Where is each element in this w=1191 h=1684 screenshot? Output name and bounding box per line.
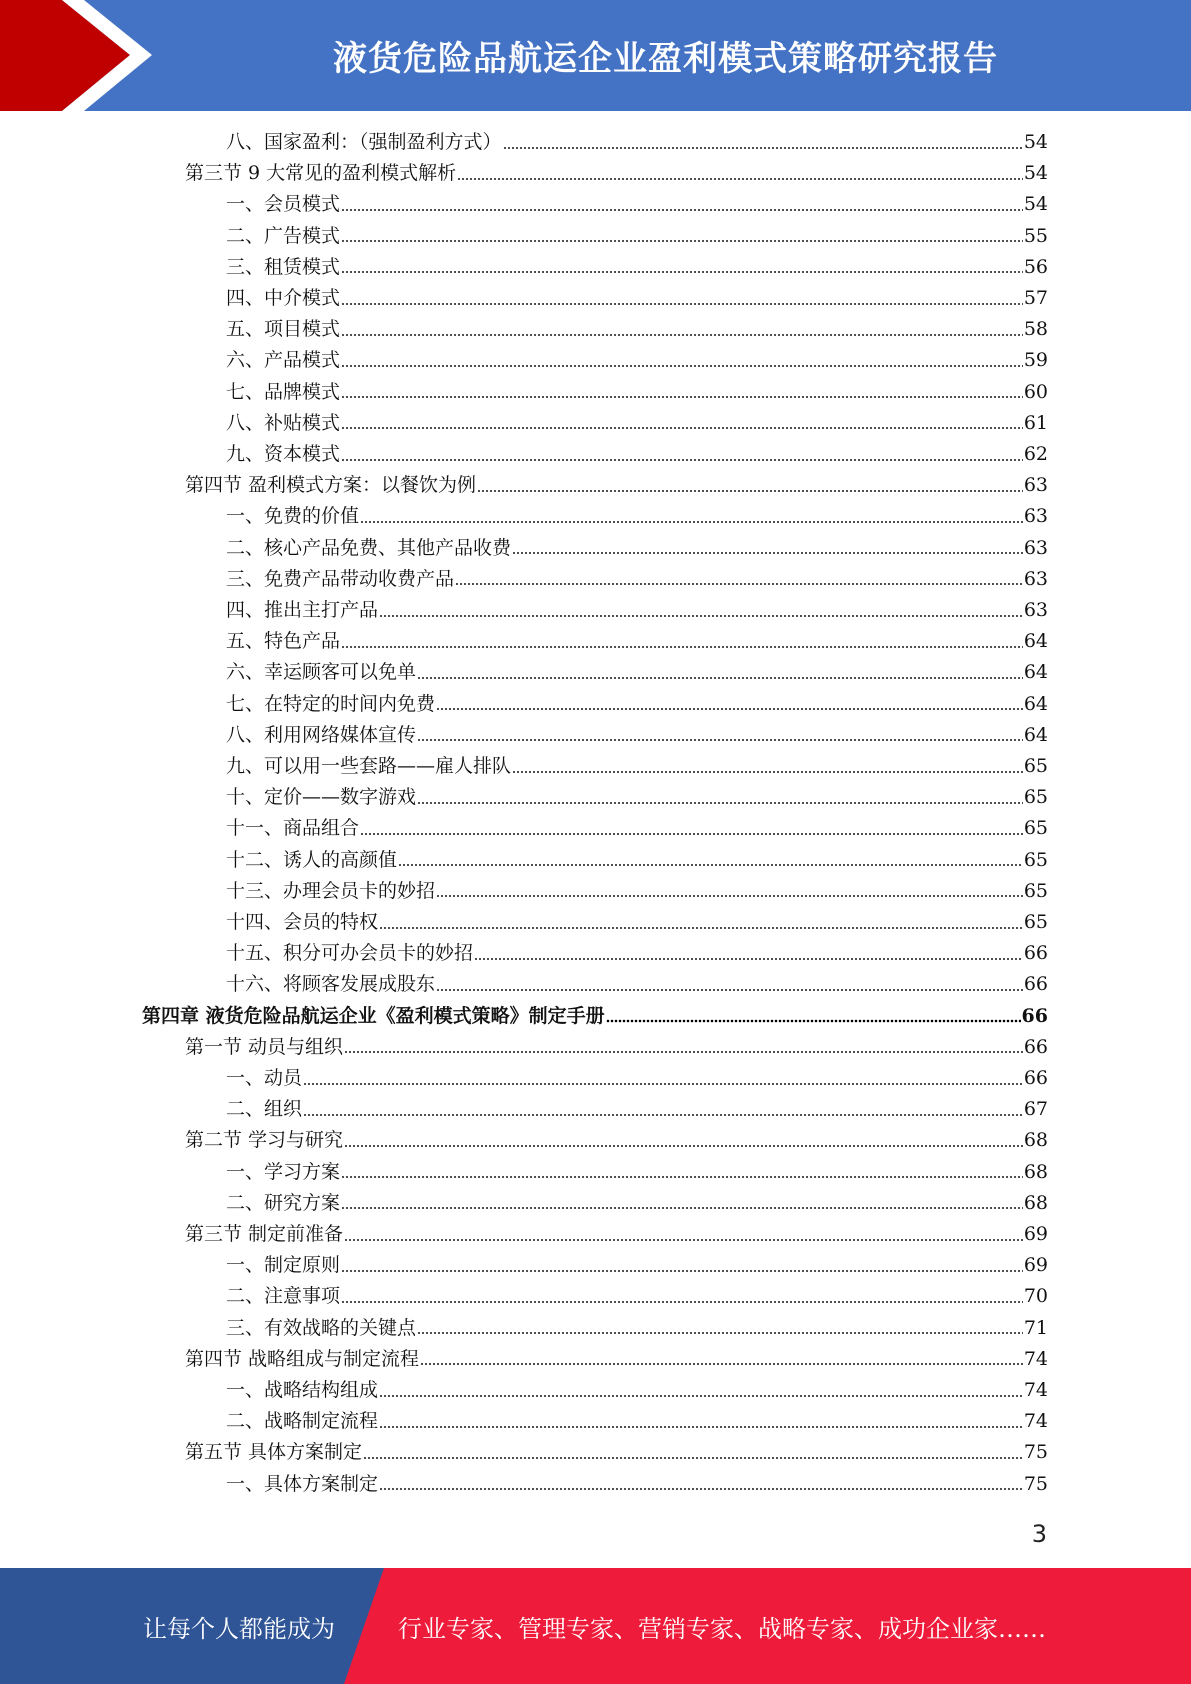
toc-entry-item[interactable] bbox=[226, 938, 1048, 969]
toc-entry-page: 75 bbox=[1023, 1441, 1048, 1464]
toc-entry-title: 十二、诱人的高颜值 bbox=[226, 848, 398, 871]
toc-entry-page: 65 bbox=[1023, 879, 1048, 902]
toc-entry-title: 一、学习方案 bbox=[226, 1160, 341, 1183]
toc-entry-item[interactable] bbox=[226, 533, 1048, 564]
toc-entry-page: 68 bbox=[1023, 1191, 1048, 1214]
toc-entry-title: 九、资本模式 bbox=[226, 443, 341, 465]
toc-entry-page: 69 bbox=[1023, 1254, 1048, 1277]
toc-entry-section[interactable] bbox=[185, 158, 1048, 189]
toc-dot-leader bbox=[341, 395, 1023, 399]
toc-entry-page: 57 bbox=[1023, 287, 1048, 309]
toc-dot-leader bbox=[457, 177, 1023, 181]
toc-entry-item[interactable] bbox=[226, 845, 1048, 876]
toc-entry-page: 68 bbox=[1023, 1129, 1048, 1152]
toc-dot-leader bbox=[344, 1238, 1023, 1242]
toc-entry-item[interactable] bbox=[226, 252, 1048, 283]
toc-entry-item[interactable] bbox=[226, 595, 1048, 626]
toc-entry-item[interactable] bbox=[226, 345, 1048, 376]
toc-dot-leader bbox=[360, 520, 1023, 524]
toc-entry-title: 六、产品模式 bbox=[226, 349, 341, 372]
toc-entry-title: 七、在特定的时间内免费 bbox=[226, 692, 436, 715]
toc-dot-leader bbox=[417, 1331, 1023, 1335]
toc-entry-item[interactable] bbox=[226, 1157, 1048, 1188]
toc-entry-item[interactable] bbox=[226, 314, 1048, 345]
toc-entry-page: 59 bbox=[1023, 349, 1048, 372]
toc-entry-page: 74 bbox=[1023, 1379, 1048, 1401]
toc-entry-page: 55 bbox=[1023, 224, 1048, 247]
toc-dot-leader bbox=[341, 333, 1023, 337]
toc-entry-item[interactable] bbox=[226, 1469, 1048, 1500]
toc-dot-leader bbox=[379, 1487, 1023, 1491]
toc-entry-title: 第四章 液货危险品航运企业《盈利模式策略》制定手册 bbox=[142, 1004, 605, 1027]
toc-entry-item[interactable] bbox=[226, 564, 1048, 595]
toc-entry-page: 65 bbox=[1023, 786, 1048, 809]
toc-entry-item[interactable] bbox=[226, 283, 1048, 314]
toc-entry-section[interactable] bbox=[185, 1125, 1048, 1156]
toc-dot-leader bbox=[341, 270, 1023, 274]
toc-entry-page: 69 bbox=[1023, 1223, 1048, 1245]
toc-dot-leader bbox=[341, 208, 1023, 212]
toc-entry-page: 67 bbox=[1023, 1098, 1048, 1121]
toc-entry-section[interactable] bbox=[185, 1344, 1048, 1375]
toc-dot-leader bbox=[341, 426, 1023, 430]
toc-entry-item[interactable] bbox=[226, 127, 1048, 158]
toc-entry-title: 第四节 盈利模式方案：以餐饮为例 bbox=[185, 474, 477, 497]
toc-entry-item[interactable] bbox=[226, 657, 1048, 688]
toc-dot-leader bbox=[360, 832, 1023, 836]
toc-entry-title: 三、免费产品带动收费产品 bbox=[226, 567, 455, 590]
toc-entry-item[interactable] bbox=[226, 751, 1048, 782]
toc-dot-leader bbox=[341, 1269, 1023, 1273]
toc-entry-page: 63 bbox=[1023, 505, 1048, 528]
toc-entry-title: 二、研究方案 bbox=[226, 1191, 341, 1214]
toc-entry-page: 63 bbox=[1023, 536, 1048, 559]
toc-entry-title: 第四节 战略组成与制定流程 bbox=[185, 1347, 420, 1370]
toc-dot-leader bbox=[379, 614, 1023, 618]
toc-entry-title: 三、有效战略的关键点 bbox=[226, 1316, 417, 1339]
toc-entry-title: 十四、会员的特权 bbox=[226, 911, 379, 933]
toc-entry-title: 十、定价——数字游戏 bbox=[226, 786, 417, 809]
toc-entry-page: 64 bbox=[1023, 661, 1048, 684]
toc-entry-page: 56 bbox=[1023, 255, 1048, 278]
toc-entry-page: 65 bbox=[1023, 817, 1048, 840]
toc-entry-title: 十六、将顾客发展成股东 bbox=[226, 973, 436, 996]
toc-dot-leader bbox=[503, 146, 1023, 150]
toc-dot-leader bbox=[303, 1082, 1023, 1086]
toc-entry-page: 68 bbox=[1023, 1160, 1048, 1183]
page-number: 3 bbox=[1031, 1520, 1047, 1548]
toc-entry-page: 58 bbox=[1023, 318, 1048, 341]
toc-entry-page: 66 bbox=[1021, 1004, 1048, 1027]
toc-entry-page: 74 bbox=[1023, 1347, 1048, 1370]
toc-entry-page: 60 bbox=[1023, 380, 1048, 403]
toc-entry-title: 九、可以用一些套路——雇人排队 bbox=[226, 755, 512, 777]
toc-entry-title: 一、免费的价值 bbox=[226, 505, 360, 528]
toc-dot-leader bbox=[341, 302, 1023, 306]
toc-entry-item[interactable] bbox=[226, 720, 1048, 751]
toc-entry-item[interactable] bbox=[226, 408, 1048, 439]
toc-entry-page: 54 bbox=[1023, 131, 1048, 153]
toc-dot-leader bbox=[606, 1019, 1021, 1023]
toc-entry-page: 66 bbox=[1023, 1067, 1048, 1089]
toc-entry-item[interactable] bbox=[226, 876, 1048, 907]
toc-entry-page: 63 bbox=[1023, 474, 1048, 497]
footer-slogan-left: 让每个人都能成为 bbox=[143, 1614, 335, 1643]
toc-entry-section[interactable] bbox=[185, 1219, 1048, 1250]
toc-dot-leader bbox=[341, 1300, 1023, 1304]
footer-slogan-right: 行业专家、管理专家、营销专家、战略专家、成功企业家…… bbox=[398, 1614, 1046, 1643]
toc-dot-leader bbox=[344, 1144, 1023, 1148]
toc-entry-title: 四、推出主打产品 bbox=[226, 599, 379, 621]
toc-entry-title: 八、国家盈利：（强制盈利方式） bbox=[226, 131, 502, 153]
toc-entry-title: 二、注意事项 bbox=[226, 1285, 341, 1308]
toc-entry-item[interactable] bbox=[226, 1188, 1048, 1219]
toc-entry-item[interactable] bbox=[226, 626, 1048, 657]
toc-dot-leader bbox=[417, 801, 1023, 805]
toc-entry-title: 二、战略制定流程 bbox=[226, 1410, 379, 1433]
toc-entry-page: 66 bbox=[1023, 973, 1048, 996]
toc-entry-title: 第三节 制定前准备 bbox=[185, 1223, 344, 1245]
toc-dot-leader bbox=[417, 738, 1023, 742]
toc-entry-title: 八、利用网络媒体宣传 bbox=[226, 723, 417, 746]
toc-dot-leader bbox=[379, 926, 1023, 930]
toc-entry-title: 一、制定原则 bbox=[226, 1254, 341, 1277]
toc-entry-item[interactable] bbox=[226, 1406, 1048, 1437]
toc-entry-page: 65 bbox=[1023, 911, 1048, 933]
toc-entry-page: 61 bbox=[1023, 411, 1048, 434]
toc-entry-item[interactable] bbox=[226, 501, 1048, 532]
toc-entry-page: 66 bbox=[1023, 1035, 1048, 1058]
toc-entry-item[interactable] bbox=[226, 189, 1048, 220]
toc-entry-page: 62 bbox=[1023, 443, 1048, 465]
toc-dot-leader bbox=[477, 489, 1023, 493]
toc-entry-page: 65 bbox=[1023, 755, 1048, 777]
toc-entry-item[interactable] bbox=[226, 1313, 1048, 1344]
toc-entry-title: 四、中介模式 bbox=[226, 287, 341, 309]
toc-dot-leader bbox=[455, 582, 1023, 586]
toc-dot-leader bbox=[436, 988, 1023, 992]
toc-entry-title: 第一节 动员与组织 bbox=[185, 1035, 344, 1058]
toc-entry-page: 66 bbox=[1023, 942, 1048, 965]
header-banner bbox=[0, 0, 1191, 111]
toc-entry-item[interactable] bbox=[226, 377, 1048, 408]
toc-entry-title: 八、补贴模式 bbox=[226, 411, 341, 434]
toc-entry-title: 五、项目模式 bbox=[226, 318, 341, 341]
toc-entry-item[interactable] bbox=[226, 1094, 1048, 1125]
toc-entry-page: 74 bbox=[1023, 1410, 1048, 1433]
toc-entry-title: 一、战略结构组成 bbox=[226, 1379, 379, 1401]
toc-dot-leader bbox=[436, 894, 1023, 898]
toc-entry-page: 71 bbox=[1023, 1316, 1048, 1339]
toc-dot-leader bbox=[344, 1050, 1023, 1054]
toc-entry-item[interactable] bbox=[226, 689, 1048, 720]
toc-entry-title: 一、会员模式 bbox=[226, 193, 341, 216]
toc-entry-title: 十三、办理会员卡的妙招 bbox=[226, 879, 436, 902]
toc-entry-item[interactable] bbox=[226, 1250, 1048, 1281]
toc-entry-title: 第五节 具体方案制定 bbox=[185, 1441, 363, 1464]
toc-dot-leader bbox=[512, 551, 1023, 555]
toc-entry-title: 十一、商品组合 bbox=[226, 817, 360, 840]
toc-entry-title: 二、组织 bbox=[226, 1098, 303, 1121]
toc-dot-leader bbox=[341, 1175, 1023, 1179]
toc-entry-title: 二、广告模式 bbox=[226, 224, 341, 247]
toc-entry-title: 一、具体方案制定 bbox=[226, 1472, 379, 1495]
toc-dot-leader bbox=[379, 1394, 1023, 1398]
toc-dot-leader bbox=[341, 239, 1023, 243]
toc-entry-item[interactable] bbox=[226, 782, 1048, 813]
toc-entry-page: 64 bbox=[1023, 723, 1048, 746]
toc-dot-leader bbox=[341, 1206, 1023, 1210]
toc-dot-leader bbox=[363, 1456, 1023, 1460]
toc-entry-page: 64 bbox=[1023, 692, 1048, 715]
toc-dot-leader bbox=[379, 1425, 1023, 1429]
toc-entry-page: 65 bbox=[1023, 848, 1048, 871]
toc-entry-page: 64 bbox=[1023, 630, 1048, 653]
toc-entry-section[interactable] bbox=[185, 1032, 1048, 1063]
toc-entry-item[interactable] bbox=[226, 907, 1048, 938]
report-title: 液货危险品航运企业盈利模式策略研究报告 bbox=[333, 39, 998, 79]
toc-entry-section[interactable] bbox=[185, 470, 1048, 501]
toc-entry-page: 54 bbox=[1023, 162, 1048, 185]
toc-dot-leader bbox=[512, 770, 1023, 774]
toc-entry-page: 54 bbox=[1023, 193, 1048, 216]
toc-entry-item[interactable] bbox=[226, 969, 1048, 1000]
toc-entry-section[interactable] bbox=[185, 1437, 1048, 1468]
toc-entry-title: 二、核心产品免费、其他产品收费 bbox=[226, 536, 512, 559]
toc-dot-leader bbox=[341, 364, 1023, 368]
footer-banner bbox=[0, 1568, 1191, 1684]
toc-entry-page: 70 bbox=[1023, 1285, 1048, 1308]
toc-entry-page: 63 bbox=[1023, 567, 1048, 590]
toc-dot-leader bbox=[474, 957, 1023, 961]
toc-dot-leader bbox=[420, 1362, 1023, 1366]
toc-entry-title: 三、租赁模式 bbox=[226, 255, 341, 278]
toc-entry-item[interactable] bbox=[226, 1281, 1048, 1312]
toc-entry-item[interactable] bbox=[226, 221, 1048, 252]
toc-dot-leader bbox=[398, 863, 1023, 867]
toc-entry-title: 第二节 学习与研究 bbox=[185, 1129, 344, 1152]
toc-entry-title: 五、特色产品 bbox=[226, 630, 341, 653]
toc-entry-title: 第三节 9 大常见的盈利模式解析 bbox=[185, 162, 457, 185]
toc-entry-page: 63 bbox=[1023, 599, 1048, 621]
toc-dot-leader bbox=[341, 645, 1023, 649]
toc-entry-item[interactable] bbox=[226, 1063, 1048, 1094]
toc-dot-leader bbox=[417, 676, 1023, 680]
toc-entry-page: 75 bbox=[1023, 1472, 1048, 1495]
toc-dot-leader bbox=[303, 1113, 1023, 1117]
toc-entry-item[interactable] bbox=[226, 1375, 1048, 1406]
toc-dot-leader bbox=[341, 458, 1023, 462]
toc-entry-title: 七、品牌模式 bbox=[226, 380, 341, 403]
toc-entry-title: 十五、积分可办会员卡的妙招 bbox=[226, 942, 474, 965]
toc-entry-chapter[interactable] bbox=[142, 1001, 1048, 1032]
toc-dot-leader bbox=[436, 707, 1023, 711]
toc-entry-item[interactable] bbox=[226, 439, 1048, 470]
toc-entry-title: 六、幸运顾客可以免单 bbox=[226, 661, 417, 684]
toc-entry-title: 一、动员 bbox=[226, 1067, 303, 1089]
toc-entry-item[interactable] bbox=[226, 813, 1048, 844]
